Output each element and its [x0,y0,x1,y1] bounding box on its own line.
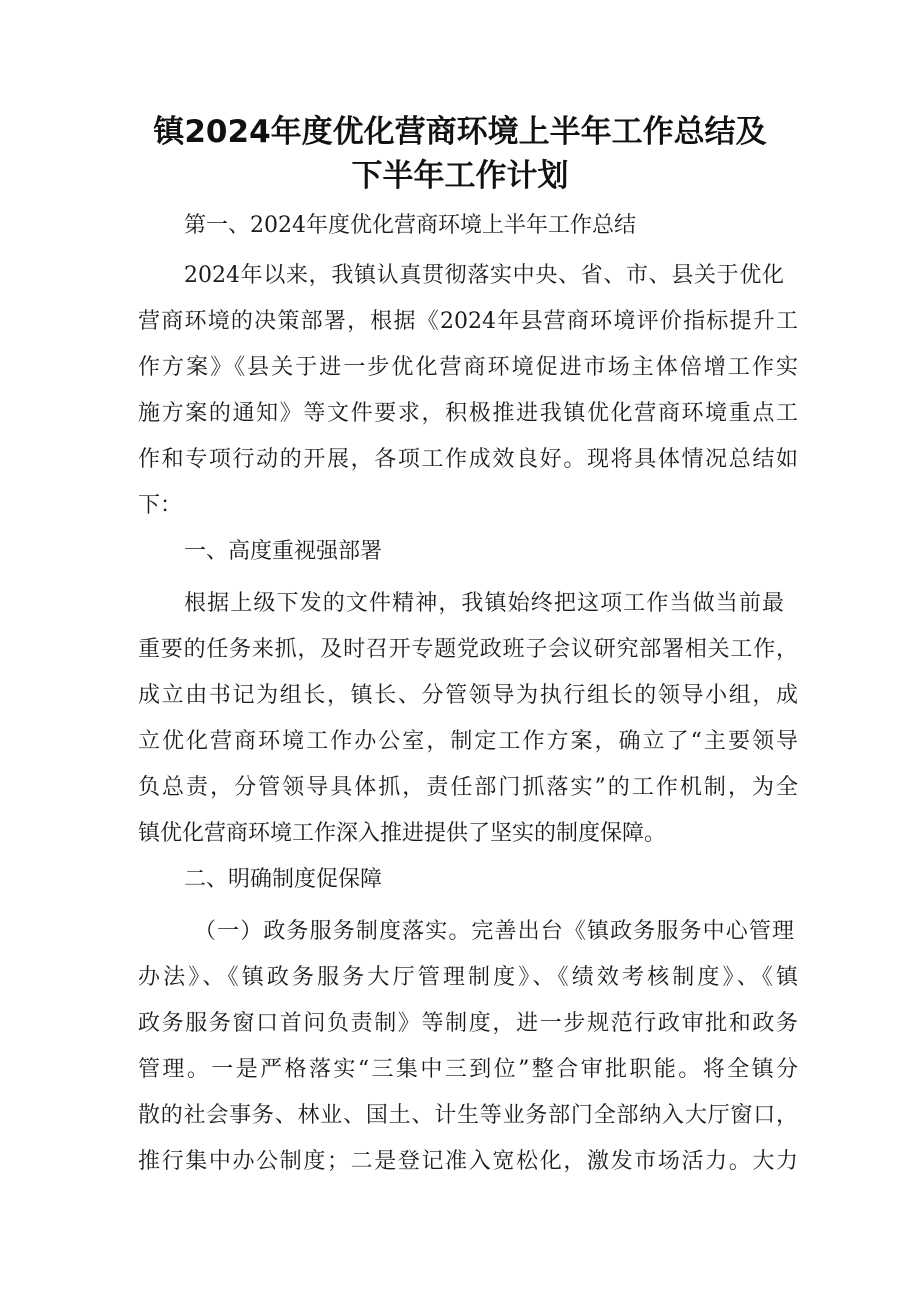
part1-heading: 第一、2024年度优化营商环境上半年工作总结 [184,213,636,238]
intro-line: 施方案的通知》等文件要求，积极推进我镇优化营商环境重点工 [138,401,798,426]
section2-line: 散的社会事务、林业、国土、计生等业务部门全部纳入大厅窗口， [138,1103,798,1128]
section2-line: 政务服务窗口首问负责制》等制度，进一步规范行政审批和政务 [138,1011,798,1036]
section1-line: 根据上级下发的文件精神，我镇始终把这项工作当做当前最 [184,591,784,616]
section2-line: 办法》、《镇政务服务大厅管理制度》、《绩效考核制度》、《镇 [138,965,798,990]
section1-heading: 一、高度重视强部署 [184,539,383,564]
section1-line: 镇优化营商环境工作深入推进提供了坚实的制度保障。 [138,821,667,846]
document-title-line2: 下半年工作计划 [351,158,569,194]
section1-line: 负总责，分管领导具体抓，责任部门抓落实”的工作机制，为全 [138,775,798,800]
section2-line: 推行集中办公制度；二是登记准入宽松化，激发市场活力。大力 [138,1149,798,1174]
intro-line: 营商环境的决策部署，根据《2024年县营商环境评价指标提升工 [138,309,798,334]
section2-line: （一）政务服务制度落实。完善出台《镇政务服务中心管理 [194,919,794,944]
section2-heading: 二、明确制度促保障 [184,867,383,892]
intro-line: 作方案》《县关于进一步优化营商环境促进市场主体倍增工作实 [138,355,798,380]
section1-line: 立优化营商环境工作办公室，制定工作方案，确立了“主要领导 [138,729,798,754]
intro-line: 作和专项行动的开展，各项工作成效良好。现将具体情况总结如 [138,447,798,472]
intro-line: 下： [138,493,183,518]
section1-line: 重要的任务来抓，及时召开专题党政班子会议研究部署相关工作， [138,637,798,662]
document-title-line1: 镇2024年度优化营商环境上半年工作总结及 [153,114,767,150]
section1-line: 成立由书记为组长，镇长、分管领导为执行组长的领导小组，成 [138,683,798,708]
section2-line: 管理。一是严格落实“三集中三到位”整合审批职能。将全镇分 [138,1057,798,1082]
intro-line: 2024年以来，我镇认真贯彻落实中央、省、市、县关于优化 [184,263,784,288]
